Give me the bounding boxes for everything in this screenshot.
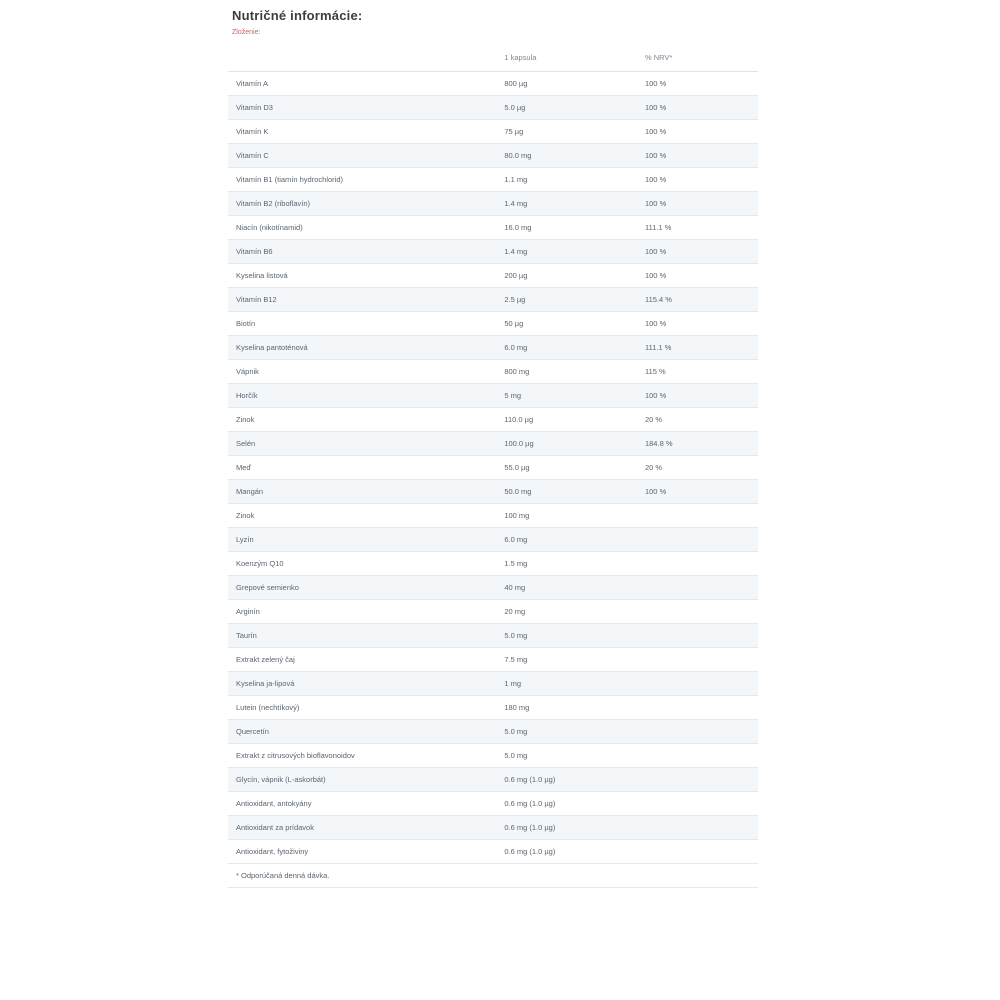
nutrient-dose: 5.0 mg bbox=[496, 744, 637, 768]
nutrient-dose: 40 mg bbox=[496, 576, 637, 600]
nutrient-name: Lutein (nechtíkový) bbox=[228, 696, 496, 720]
table-row bbox=[228, 600, 758, 624]
nutrient-dose: 7.5 mg bbox=[496, 648, 637, 672]
nutrient-nrv bbox=[637, 744, 758, 768]
nutrient-dose: 5.0 mg bbox=[496, 720, 637, 744]
nutrient-name: Vitamín A bbox=[228, 72, 496, 96]
nutrient-name: Zinok bbox=[228, 408, 496, 432]
nutrient-dose: 100.0 µg bbox=[496, 432, 637, 456]
nutrient-name: Arginín bbox=[228, 600, 496, 624]
nutrient-dose: 75 µg bbox=[496, 120, 637, 144]
nutrient-dose: 100 mg bbox=[496, 504, 637, 528]
nutrient-nrv: 100 % bbox=[637, 384, 758, 408]
table-row bbox=[228, 96, 758, 120]
nutrient-dose: 2.5 µg bbox=[496, 288, 637, 312]
table-row bbox=[228, 672, 758, 696]
nutrient-nrv bbox=[637, 576, 758, 600]
nutrient-dose: 1.4 mg bbox=[496, 192, 637, 216]
nutrient-name: Kyselina pantoténová bbox=[228, 336, 496, 360]
nutrient-dose: 0.6 mg (1.0 µg) bbox=[496, 792, 637, 816]
column-header-dose: 1 kapsula bbox=[496, 44, 637, 72]
nutrient-name: Extrakt zelený čaj bbox=[228, 648, 496, 672]
nutrient-name: Vitamín D3 bbox=[228, 96, 496, 120]
table-row bbox=[228, 480, 758, 504]
nutrient-name: Antioxidant, antokyány bbox=[228, 792, 496, 816]
nutrient-nrv: 100 % bbox=[637, 312, 758, 336]
nutrient-name: Lyzín bbox=[228, 528, 496, 552]
ingredients-label: Zloženie: bbox=[232, 29, 261, 36]
nutrient-nrv bbox=[637, 768, 758, 792]
nutrient-nrv: 100 % bbox=[637, 264, 758, 288]
nutrient-nrv bbox=[637, 624, 758, 648]
nutrient-dose: 20 mg bbox=[496, 600, 637, 624]
nutrient-dose: 6.0 mg bbox=[496, 336, 637, 360]
table-row bbox=[228, 528, 758, 552]
nutrient-nrv: 20 % bbox=[637, 408, 758, 432]
table-row bbox=[228, 744, 758, 768]
table-footer bbox=[228, 864, 758, 888]
table-row bbox=[228, 144, 758, 168]
nutrient-name: Antioxidant za prídavok bbox=[228, 816, 496, 840]
footnote-row bbox=[228, 864, 758, 888]
table-row bbox=[228, 120, 758, 144]
nutrient-name: Vápnik bbox=[228, 360, 496, 384]
table-row bbox=[228, 360, 758, 384]
table-row bbox=[228, 240, 758, 264]
nutrient-dose: 5.0 mg bbox=[496, 624, 637, 648]
nutrient-nrv: 115.4 % bbox=[637, 288, 758, 312]
table-row bbox=[228, 576, 758, 600]
footnote-text: * Odporúčaná denná dávka. bbox=[228, 864, 758, 888]
nutrient-dose: 200 µg bbox=[496, 264, 637, 288]
table-row bbox=[228, 648, 758, 672]
nutrient-nrv bbox=[637, 792, 758, 816]
nutrient-dose: 6.0 mg bbox=[496, 528, 637, 552]
nutrition-table bbox=[228, 44, 758, 888]
table-row bbox=[228, 792, 758, 816]
nutrient-name: Grepové semienko bbox=[228, 576, 496, 600]
nutrient-name: Glycín, vápnik (L-askorbát) bbox=[228, 768, 496, 792]
nutrient-nrv: 184.8 % bbox=[637, 432, 758, 456]
nutrient-nrv bbox=[637, 720, 758, 744]
table-row bbox=[228, 696, 758, 720]
nutrient-dose: 0.6 mg (1.0 µg) bbox=[496, 768, 637, 792]
nutrient-nrv: 100 % bbox=[637, 144, 758, 168]
nutrient-name: Vitamín B6 bbox=[228, 240, 496, 264]
nutrient-dose: 1 mg bbox=[496, 672, 637, 696]
nutrient-dose: 80.0 mg bbox=[496, 144, 637, 168]
nutrient-dose: 50 µg bbox=[496, 312, 637, 336]
nutrient-name: Vitamín B2 (riboflavín) bbox=[228, 192, 496, 216]
table-row bbox=[228, 504, 758, 528]
nutrient-name: Koenzým Q10 bbox=[228, 552, 496, 576]
nutrient-nrv: 100 % bbox=[637, 168, 758, 192]
table-row bbox=[228, 432, 758, 456]
nutrient-name: Kyselina ja-lipová bbox=[228, 672, 496, 696]
nutrient-name: Vitamín C bbox=[228, 144, 496, 168]
nutrient-name: Vitamín B1 (tiamín hydrochlorid) bbox=[228, 168, 496, 192]
table-row bbox=[228, 264, 758, 288]
table-row bbox=[228, 312, 758, 336]
table-row bbox=[228, 720, 758, 744]
nutrient-nrv bbox=[637, 600, 758, 624]
nutrient-nrv: 100 % bbox=[637, 96, 758, 120]
nutrient-nrv bbox=[637, 840, 758, 864]
table-row bbox=[228, 624, 758, 648]
nutrient-dose: 180 mg bbox=[496, 696, 637, 720]
table-row bbox=[228, 408, 758, 432]
nutrient-name: Horčík bbox=[228, 384, 496, 408]
nutrient-name: Vitamín B12 bbox=[228, 288, 496, 312]
table-row bbox=[228, 768, 758, 792]
column-header-name bbox=[228, 44, 496, 72]
nutrient-nrv: 100 % bbox=[637, 192, 758, 216]
table-row bbox=[228, 72, 758, 96]
nutrient-dose: 1.5 mg bbox=[496, 552, 637, 576]
nutrient-nrv bbox=[637, 672, 758, 696]
nutrient-name: Antioxidant, fytoživiny bbox=[228, 840, 496, 864]
nutrient-name: Mangán bbox=[228, 480, 496, 504]
table-body bbox=[228, 72, 758, 864]
nutrient-dose: 1.4 mg bbox=[496, 240, 637, 264]
nutrient-dose: 5.0 µg bbox=[496, 96, 637, 120]
nutrient-dose: 110.0 µg bbox=[496, 408, 637, 432]
nutrient-name: Niacín (nikotínamid) bbox=[228, 216, 496, 240]
nutrient-nrv bbox=[637, 816, 758, 840]
table-row bbox=[228, 840, 758, 864]
nutrient-dose: 1.1 mg bbox=[496, 168, 637, 192]
nutrient-nrv bbox=[637, 504, 758, 528]
table-header-row bbox=[228, 44, 758, 72]
nutrient-nrv: 20 % bbox=[637, 456, 758, 480]
table-row bbox=[228, 384, 758, 408]
nutrient-dose: 800 µg bbox=[496, 72, 637, 96]
nutrient-name: Taurín bbox=[228, 624, 496, 648]
nutrient-nrv: 100 % bbox=[637, 120, 758, 144]
nutrient-dose: 16.0 mg bbox=[496, 216, 637, 240]
nutrient-name: Selén bbox=[228, 432, 496, 456]
nutrient-dose: 55.0 µg bbox=[496, 456, 637, 480]
nutrient-dose: 800 mg bbox=[496, 360, 637, 384]
nutrient-dose: 5 mg bbox=[496, 384, 637, 408]
nutrient-name: Vitamín K bbox=[228, 120, 496, 144]
nutrient-name: Extrakt z citrusových bioflavonoidov bbox=[228, 744, 496, 768]
nutrient-nrv: 100 % bbox=[637, 72, 758, 96]
nutrient-nrv bbox=[637, 552, 758, 576]
table-row bbox=[228, 288, 758, 312]
table-row bbox=[228, 168, 758, 192]
table-header bbox=[228, 44, 758, 72]
nutrient-nrv bbox=[637, 528, 758, 552]
page-title: Nutričné informácie: bbox=[232, 8, 363, 23]
nutrient-name: Kyselina listová bbox=[228, 264, 496, 288]
table-row bbox=[228, 192, 758, 216]
nutrient-name: Biotín bbox=[228, 312, 496, 336]
nutrient-name: Meď bbox=[228, 456, 496, 480]
table-row bbox=[228, 336, 758, 360]
nutrient-nrv: 100 % bbox=[637, 480, 758, 504]
table-row bbox=[228, 456, 758, 480]
nutrient-dose: 0.6 mg (1.0 µg) bbox=[496, 816, 637, 840]
table-row bbox=[228, 216, 758, 240]
nutrient-dose: 0.6 mg (1.0 µg) bbox=[496, 840, 637, 864]
nutrient-nrv: 115 % bbox=[637, 360, 758, 384]
nutrient-nrv: 111.1 % bbox=[637, 336, 758, 360]
nutrient-nrv: 100 % bbox=[637, 240, 758, 264]
nutrient-name: Quercetín bbox=[228, 720, 496, 744]
nutrient-name: Zinok bbox=[228, 504, 496, 528]
nutrient-nrv bbox=[637, 696, 758, 720]
table-row bbox=[228, 552, 758, 576]
nutrient-nrv bbox=[637, 648, 758, 672]
nutrient-dose: 50.0 mg bbox=[496, 480, 637, 504]
nutrition-panel bbox=[228, 0, 758, 888]
column-header-nrv: % NRV* bbox=[637, 44, 758, 72]
table-row bbox=[228, 816, 758, 840]
nutrient-nrv: 111.1 % bbox=[637, 216, 758, 240]
